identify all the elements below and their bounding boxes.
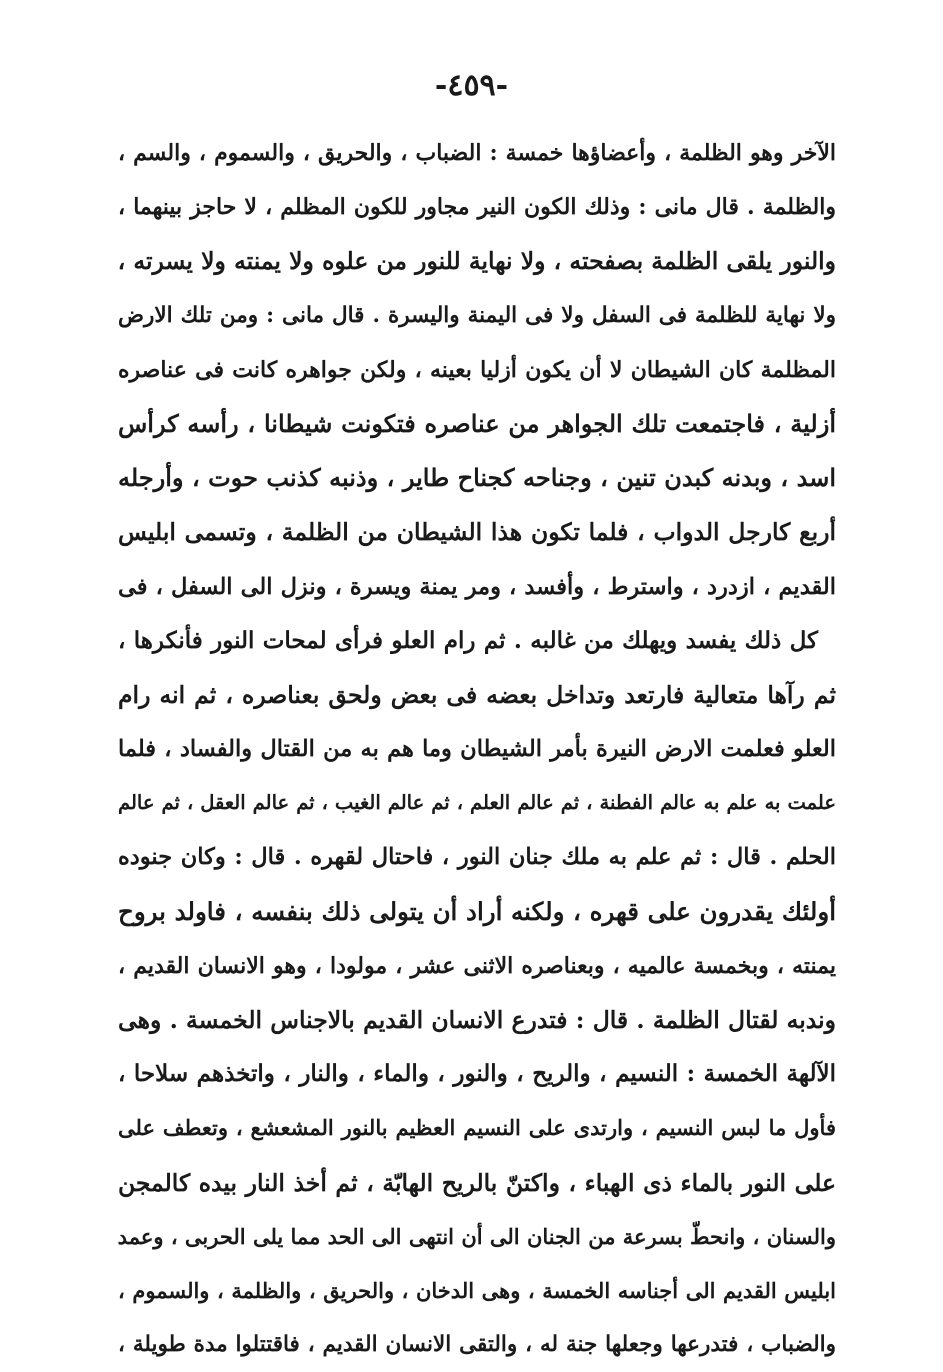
text-line: أزلية ، فاجتمعت تلك الجواهر من عناصره فتكونت شيطانا ، رأسه كرأس <box>118 408 836 438</box>
text-line: الآخر وهو الظلمة ، وأعضاؤها خمسة : الضباب ، والحريق ، والسموم ، والسم ، <box>118 140 836 166</box>
text-line: وندبه لقتال الظلمة . قال : فتدرع الانسان القديم بالاجناس الخمسة . وهى <box>118 1006 836 1034</box>
text-line: القديم ، ازدرد ، واسترط ، وأفسد ، ومر يمنة ويسرة ، ونزل الى السفل ، فى <box>118 573 836 600</box>
text-line: الآلهة الخمسة : النسيم ، والريح ، والنور ، والماء ، والنار ، واتخذهم سلاحا ، <box>118 1060 836 1088</box>
text-line: المظلمة كان الشيطان لا أن يكون أزليا بعينه ، ولكن جواهره كانت فى عناصره <box>118 356 836 383</box>
text-line: ولا نهاية للظلمة فى السفل ولا فى اليمنة واليسرة . قال مانى : ومن تلك الارض <box>118 302 836 328</box>
text-line: والنور يلقى الظلمة بصفحته ، ولا نهاية للنور من علوه ولا يمنته ولا يسرته ، <box>118 247 836 276</box>
text-line: أولئك يقدرون على قهره ، ولكنه أراد أن يتولى ذلك بنفسه ، فاولد بروح <box>118 896 836 926</box>
text-line: العلو فعلمت الارض النيرة بأمر الشيطان وما هم به من القتال والفساد ، فلما <box>118 736 836 763</box>
page-number: -٤٥٩- <box>434 68 509 103</box>
text-line: كل ذلك يفسد ويهلك من غالبه . ثم رام العلو فرأى لمحات النور فأنكرها ، <box>118 626 818 654</box>
body-text <box>118 126 836 1372</box>
text-line: يمنته ، وبخمسة عالميه ، وبعناصره الاثنى عشر ، مولودا ، وهو الانسان القديم ، <box>118 952 836 979</box>
text-line: ثم رآها متعالية فارتعد وتداخل بعضه فى بعض ولحق بعناصره ، ثم انه رام <box>118 680 836 709</box>
text-line: ابليس القديم الى أجناسه الخمسة ، وهى الدخان ، والحريق ، والظلمة ، والسموم ، <box>118 1277 836 1303</box>
text-line: الحلم . قال : ثم علم به ملك جنان النور ، فاحتال لقهره . قال : وكان جنوده <box>118 844 836 871</box>
text-line: علمت به علم به عالم الفطنة ، ثم عالم العلم ، ثم عالم الغيب ، ثم عالم العقل ، ثم عالم <box>118 791 836 815</box>
text-line: أربع كارجل الدواب ، فلما تكون هذا الشيطان من الظلمة ، وتسمى ابليس <box>118 518 836 547</box>
text-line: والظلمة . قال مانى : وذلك الكون النير مجاور للكون المظلم ، لا حاجز بينهما ، <box>118 194 836 221</box>
text-line: فأول ما لبس النسيم ، وارتدى على النسيم العظيم بالنور المشعشع ، وتعطف على <box>118 1115 836 1141</box>
text-line: على النور بالماء ذى الهباء ، واكتنّ بالريح الهابّة ، ثم أخذ النار بيده كالمجن <box>118 1168 836 1197</box>
text-line: والضباب ، فتدرعها وجعلها جنة له ، والتقى الانسان القديم ، فاقتتلوا مدة طويلة ، <box>118 1332 836 1358</box>
text-line: والسنان ، وانحطّ بسرعة من الجنان الى أن انتهى الى الحد مما يلى الحربى ، وعمد <box>118 1223 836 1249</box>
text-line: اسد ، وبدنه كبدن تنين ، وجناحه كجناح طاير ، وذنبه كذنب حوت ، وأرجله <box>118 463 836 493</box>
